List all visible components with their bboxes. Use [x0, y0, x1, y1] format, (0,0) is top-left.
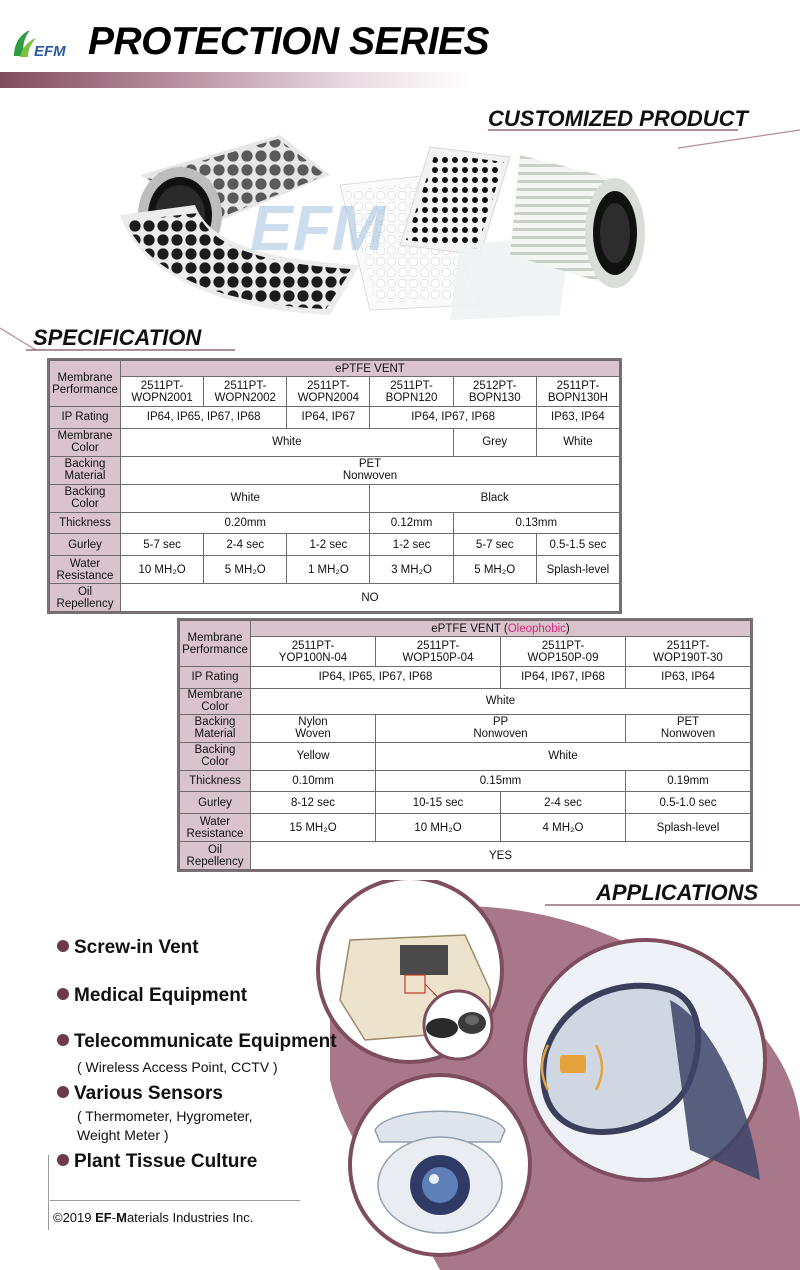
membrane-color-cell: White	[121, 428, 454, 456]
application-item: Medical Equipment	[57, 985, 247, 1007]
row-label-thickness: Thickness	[180, 770, 251, 792]
ip-rating-cell: IP64, IP67, IP68	[501, 667, 626, 689]
ip-rating-cell: IP64, IP65, IP67, IP68	[121, 407, 287, 429]
row-label-backing-color: Backing Color	[180, 742, 251, 770]
application-item: Telecommunicate Equipment	[57, 1031, 337, 1053]
bullet-icon	[57, 1086, 69, 1098]
row-label-ip-rating: IP Rating	[50, 407, 121, 429]
row-label-gurley: Gurley	[50, 534, 121, 556]
membrane-color-cell: Grey	[453, 428, 536, 456]
membrane-color-cell: White	[251, 688, 751, 714]
water-resistance-cell: 5 MH₂O	[204, 556, 287, 584]
backing-color-cell: White	[376, 742, 751, 770]
application-item: Plant Tissue Culture	[57, 1151, 257, 1173]
watermark-text: EFM	[250, 192, 386, 264]
water-resistance-cell: Splash-level	[536, 556, 619, 584]
header-band	[0, 72, 470, 88]
membrane-color-cell: White	[536, 428, 619, 456]
row-label-backing-color: Backing Color	[50, 484, 121, 512]
ip-rating-cell: IP64, IP67, IP68	[370, 407, 536, 429]
ip-rating-cell: IP64, IP67	[287, 407, 370, 429]
application-note: ( Thermometer, Hygrometer, Weight Meter )	[77, 1108, 253, 1143]
backing-material-cell: PET Nonwoven	[626, 714, 751, 742]
application-item: Screw-in Vent	[57, 937, 199, 959]
bullet-icon	[57, 988, 69, 1000]
gurley-cell: 5-7 sec	[453, 534, 536, 556]
gurley-cell: 0.5-1.5 sec	[536, 534, 619, 556]
thickness-cell: 0.10mm	[251, 770, 376, 792]
spec-table-eptfe-vent	[47, 358, 622, 614]
row-label-thickness: Thickness	[50, 512, 121, 534]
applications-heading: APPLICATIONS	[596, 880, 759, 905]
water-resistance-cell: 10 MH₂O	[376, 814, 501, 842]
water-resistance-cell: 15 MH₂O	[251, 814, 376, 842]
backing-material-cell: Nylon Woven	[251, 714, 376, 742]
applications-illustration	[290, 880, 800, 1270]
gurley-cell: 1-2 sec	[287, 534, 370, 556]
water-resistance-cell: Splash-level	[626, 814, 751, 842]
backing-material-cell: PET Nonwoven	[121, 456, 620, 484]
row-label-membrane-performance: Membrane Performance	[180, 621, 251, 667]
gurley-cell: 5-7 sec	[121, 534, 204, 556]
thickness-cell: 0.20mm	[121, 512, 370, 534]
row-label-water-resistance: Water Resistance	[50, 556, 121, 584]
row-label-membrane-color: Membrane Color	[180, 688, 251, 714]
efm-logo	[10, 26, 76, 62]
footer-vertical-divider	[48, 1155, 49, 1230]
specification-heading: SPECIFICATION	[33, 325, 202, 350]
group-header: ePTFE VENT	[121, 361, 620, 377]
gurley-cell: 0.5-1.0 sec	[626, 792, 751, 814]
water-resistance-cell: 4 MH₂O	[501, 814, 626, 842]
gurley-cell: 2-4 sec	[204, 534, 287, 556]
bullet-icon	[57, 940, 69, 952]
product-illustration	[100, 135, 680, 325]
customized-product-heading: CUSTOMIZED PRODUCT	[488, 106, 748, 131]
ip-rating-cell: IP63, IP64	[626, 667, 751, 689]
backing-material-cell: PP Nonwoven	[376, 714, 626, 742]
model-cell: 2511PT- WOPN2002	[204, 377, 287, 407]
page-title: PROTECTION SERIES	[88, 20, 490, 63]
spec-table-eptfe-vent-oleophobic	[177, 618, 753, 872]
water-resistance-cell: 5 MH₂O	[453, 556, 536, 584]
row-label-membrane-color: Membrane Color	[50, 428, 121, 456]
gurley-cell: 2-4 sec	[501, 792, 626, 814]
model-cell: 2511PT- WOPN2004	[287, 377, 370, 407]
model-cell: 2511PT- WOP190T-30	[626, 637, 751, 667]
group-header: ePTFE VENT (Oleophobic)	[251, 621, 751, 637]
row-label-oil-repellency: Oil Repellency	[50, 584, 121, 612]
oil-repellency-cell: NO	[121, 584, 620, 612]
bullet-icon	[57, 1034, 69, 1046]
thickness-cell: 0.15mm	[376, 770, 626, 792]
logo-text: EFM	[34, 43, 66, 60]
row-label-ip-rating: IP Rating	[180, 667, 251, 689]
oleophobic-highlight: Oleophobic	[507, 622, 566, 635]
ip-rating-cell: IP63, IP64	[536, 407, 619, 429]
model-cell: 2511PT- WOP150P-04	[376, 637, 501, 667]
row-label-backing-material: Backing Material	[180, 714, 251, 742]
ip-rating-cell: IP64, IP65, IP67, IP68	[251, 667, 501, 689]
water-resistance-cell: 3 MH₂O	[370, 556, 453, 584]
model-cell: 2512PT- BOPN130	[453, 377, 536, 407]
row-label-gurley: Gurley	[180, 792, 251, 814]
oil-repellency-cell: YES	[251, 842, 751, 870]
model-cell: 2511PT- BOPN120	[370, 377, 453, 407]
thickness-cell: 0.12mm	[370, 512, 453, 534]
model-cell: 2511PT- WOPN2001	[121, 377, 204, 407]
specification-heading-underline	[0, 320, 235, 354]
application-note: ( Wireless Access Point, CCTV )	[77, 1059, 278, 1075]
thickness-cell: 0.13mm	[453, 512, 619, 534]
row-label-oil-repellency: Oil Repellency	[180, 842, 251, 870]
model-cell: 2511PT- WOP150P-09	[501, 637, 626, 667]
row-label-water-resistance: Water Resistance	[180, 814, 251, 842]
water-resistance-cell: 1 MH₂O	[287, 556, 370, 584]
thickness-cell: 0.19mm	[626, 770, 751, 792]
model-cell: 2511PT- YOP100N-04	[251, 637, 376, 667]
copyright: ©2019 EF-Materials Industries Inc.	[53, 1210, 254, 1225]
gurley-cell: 10-15 sec	[376, 792, 501, 814]
backing-color-cell: Black	[370, 484, 620, 512]
row-label-backing-material: Backing Material	[50, 456, 121, 484]
footer-divider	[50, 1200, 300, 1201]
backing-color-cell: Yellow	[251, 742, 376, 770]
model-cell: 2511PT- BOPN130H	[536, 377, 619, 407]
water-resistance-cell: 10 MH₂O	[121, 556, 204, 584]
gurley-cell: 1-2 sec	[370, 534, 453, 556]
row-label-membrane-performance: Membrane Performance	[50, 361, 121, 407]
backing-color-cell: White	[121, 484, 370, 512]
gurley-cell: 8-12 sec	[251, 792, 376, 814]
application-item: Various Sensors	[57, 1083, 223, 1105]
bullet-icon	[57, 1154, 69, 1166]
